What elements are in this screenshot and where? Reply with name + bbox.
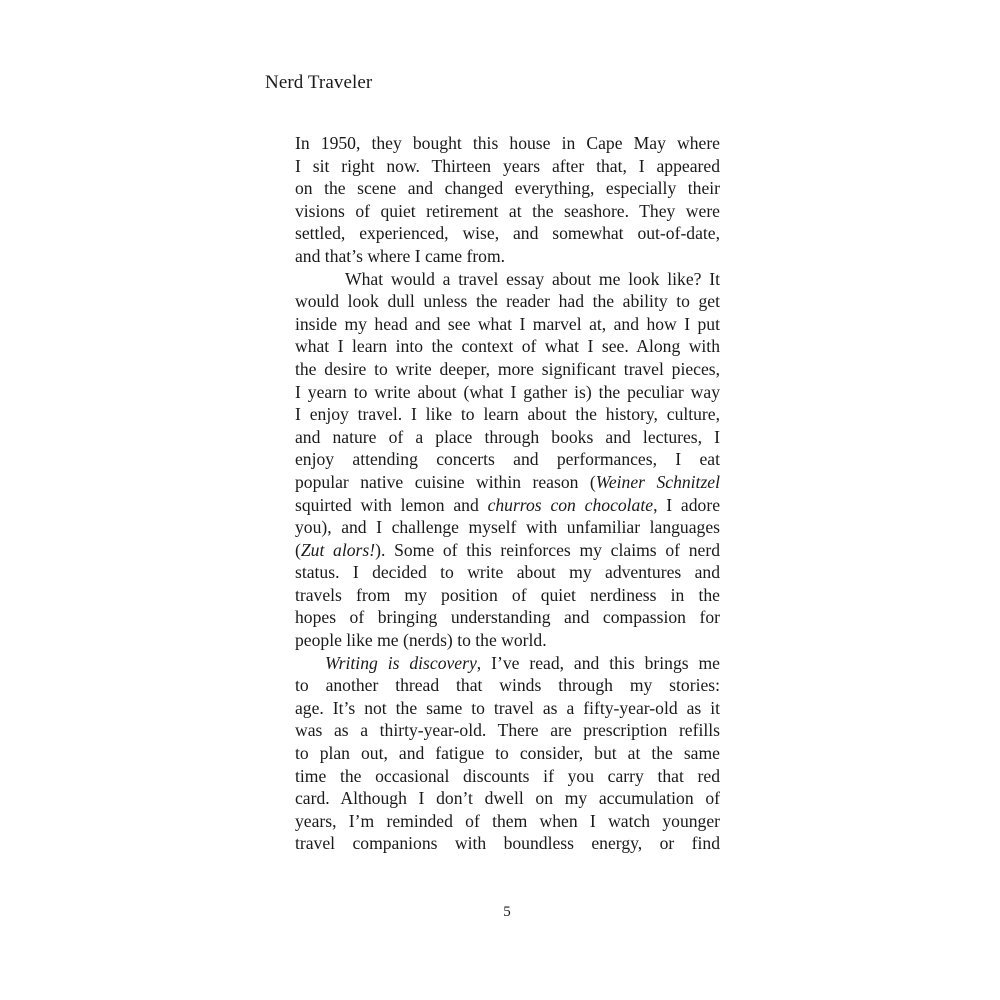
text-line: In 1950, they bought this house in Cape May where xyxy=(295,133,720,153)
italic-run: Weiner Schnitzel xyxy=(595,471,720,492)
paragraph-3 xyxy=(295,652,720,855)
text-line xyxy=(295,494,720,517)
text-line: would look dull unless the reader had the ability to get xyxy=(295,291,720,312)
text-run: , I’ve read, and this brings me xyxy=(476,652,720,673)
page-number: 5 xyxy=(503,904,511,920)
text-line: what I learn into the context of what I see. Along with xyxy=(295,336,720,357)
text-line: to another thread that winds through my stories: xyxy=(295,675,720,696)
text-line: travel companions with boundless energy, or find xyxy=(295,833,720,854)
text-line: inside my head and see what I marvel at, and how I put xyxy=(295,313,720,334)
text-line: people like me (nerds) to the world. xyxy=(295,630,547,651)
text-line: What would a travel essay about me look like? It xyxy=(345,268,720,289)
text-run: , I adore xyxy=(653,494,720,515)
paragraph-1 xyxy=(295,132,720,268)
text-line: travels from my position of quiet nerdiness in the xyxy=(295,584,720,605)
text-line: I sit right now. Thirteen years after that, I appeared xyxy=(295,155,720,176)
text-line xyxy=(295,539,720,562)
text-line: enjoy attending concerts and performances, I eat xyxy=(295,449,720,470)
italic-run: Zut alors! xyxy=(300,539,376,560)
text-line xyxy=(295,652,720,675)
body-text xyxy=(295,132,720,855)
text-line: settled, experienced, wise, and somewhat out-of-date, xyxy=(295,223,720,244)
text-line: on the scene and changed everything, especially their xyxy=(295,178,720,199)
text-run: squirted with lemon and xyxy=(295,494,488,515)
text-line: was as a thirty-year-old. There are prescription refills xyxy=(295,720,720,741)
text-line: years, I’m reminded of them when I watch younger xyxy=(295,810,720,831)
text-line: status. I decided to write about my adventures and xyxy=(295,562,720,583)
text-line: I yearn to write about (what I gather is) the peculiar way xyxy=(295,381,720,402)
text-line: I enjoy travel. I like to learn about the history, culture, xyxy=(295,404,720,425)
text-run: popular native cuisine within reason ( xyxy=(295,471,596,492)
text-line: the desire to write deeper, more significant travel pieces, xyxy=(295,358,720,379)
text-line xyxy=(295,471,720,494)
text-line: and that’s where I came from. xyxy=(295,245,506,266)
text-run: ( xyxy=(295,539,301,560)
paragraph-2 xyxy=(295,268,720,652)
text-line: hopes of bringing understanding and compassion for xyxy=(295,607,720,628)
text-line: you), and I challenge myself with unfamiliar languages xyxy=(295,517,720,538)
text-line: time the occasional discounts if you carry that red xyxy=(295,765,720,786)
italic-run: churros con chocolate xyxy=(487,494,654,515)
running-head: Nerd Traveler xyxy=(265,72,373,93)
text-line: card. Although I don’t dwell on my accumulation of xyxy=(295,788,720,809)
text-line: visions of quiet retirement at the seashore. They were xyxy=(295,200,720,221)
text-run: ). Some of this reinforces my claims of nerd xyxy=(375,539,720,560)
text-line: and nature of a place through books and lectures, I xyxy=(295,426,720,447)
text-line: age. It’s not the same to travel as a fifty-year-old as it xyxy=(295,697,720,718)
italic-run: Writing is discovery xyxy=(325,652,477,673)
text-line: to plan out, and fatigue to consider, but at the same xyxy=(295,743,720,764)
